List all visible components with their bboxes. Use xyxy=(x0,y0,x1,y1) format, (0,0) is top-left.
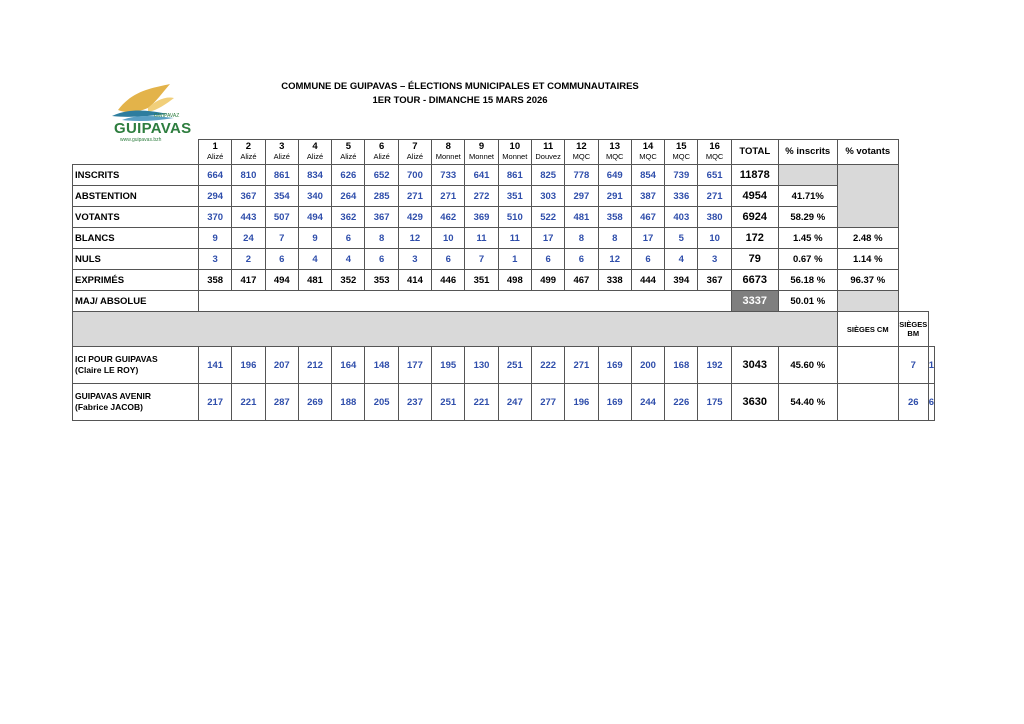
candidate-value: 251 xyxy=(432,384,465,421)
row-total: 11878 xyxy=(731,165,778,186)
station-name: MQC xyxy=(605,152,624,161)
station-name: Alizé xyxy=(340,152,357,161)
row-label: NULS xyxy=(73,249,199,270)
row-total: 4954 xyxy=(731,186,778,207)
row-value: 462 xyxy=(432,207,465,228)
grey-separator xyxy=(73,312,838,347)
row-value: 291 xyxy=(598,186,631,207)
station-name: MQC xyxy=(672,152,691,161)
row-value: 444 xyxy=(631,270,664,291)
pct-inscrits-cell: 58.29 % xyxy=(778,207,837,228)
polling-station-header xyxy=(199,140,232,165)
candidate-value: 237 xyxy=(398,384,431,421)
row-value: 297 xyxy=(565,186,598,207)
seats-cm: 7 xyxy=(898,347,928,384)
pct-votants-header: % votants xyxy=(837,140,898,165)
row-total: 6924 xyxy=(731,207,778,228)
row-value: 17 xyxy=(631,228,664,249)
candidate-value: 247 xyxy=(498,384,531,421)
row-label: INSCRITS xyxy=(73,165,199,186)
station-name: MQC xyxy=(639,152,657,161)
row-value: 338 xyxy=(598,270,631,291)
candidate-value: 217 xyxy=(199,384,232,421)
header-row xyxy=(73,140,935,165)
candidate-total: 3043 xyxy=(731,347,778,384)
maj-absolue-row xyxy=(73,291,935,312)
row-value: 358 xyxy=(598,207,631,228)
row-value: 340 xyxy=(298,186,331,207)
candidate-label xyxy=(73,347,199,384)
station-number: 10 xyxy=(509,141,521,152)
candidate-row xyxy=(73,384,935,421)
row-value: 6 xyxy=(265,249,298,270)
row-value: 351 xyxy=(465,270,498,291)
row-value: 641 xyxy=(465,165,498,186)
row-value: 429 xyxy=(398,207,431,228)
row-value: 649 xyxy=(598,165,631,186)
row-value: 467 xyxy=(631,207,664,228)
list-head: (Fabrice JACOB) xyxy=(75,402,144,412)
row-value: 387 xyxy=(631,186,664,207)
candidate-value: 287 xyxy=(265,384,298,421)
candidate-pct: 54.40 % xyxy=(778,384,837,421)
separator-row xyxy=(73,312,935,347)
seats-cm-header: SIÈGES CM xyxy=(837,312,898,347)
empty-cell xyxy=(898,270,928,291)
seats-cm: 26 xyxy=(898,384,928,421)
polling-station-header xyxy=(298,140,331,165)
polling-station-header xyxy=(398,140,431,165)
row-label: MAJ/ ABSOLUE xyxy=(73,291,199,312)
station-number: 6 xyxy=(378,141,385,152)
candidate-value: 222 xyxy=(531,347,564,384)
station-number: 7 xyxy=(412,141,418,152)
row-value: 3 xyxy=(398,249,431,270)
station-name: Monnet xyxy=(435,152,461,161)
logo-breton-name: GWIPAVAZ xyxy=(154,113,180,119)
table-row xyxy=(73,207,935,228)
candidate-blank xyxy=(837,384,898,421)
row-value: 24 xyxy=(232,228,265,249)
polling-station-header xyxy=(698,140,731,165)
guipavas-logo xyxy=(108,80,192,148)
station-name: MQC xyxy=(572,152,591,161)
row-value: 2 xyxy=(232,249,265,270)
station-name: Alizé xyxy=(273,152,290,161)
row-value: 7 xyxy=(465,249,498,270)
station-number: 8 xyxy=(445,141,451,152)
row-total: 172 xyxy=(731,228,778,249)
row-value: 369 xyxy=(465,207,498,228)
empty-cell xyxy=(898,186,928,207)
row-value: 5 xyxy=(665,228,698,249)
row-value: 11 xyxy=(465,228,498,249)
station-number: 4 xyxy=(312,141,318,152)
row-value: 264 xyxy=(332,186,365,207)
candidate-value: 200 xyxy=(631,347,664,384)
row-value: 271 xyxy=(398,186,431,207)
candidate-value: 196 xyxy=(232,347,265,384)
station-number: 14 xyxy=(642,141,654,152)
polling-station-header xyxy=(565,140,598,165)
empty-cell xyxy=(898,249,928,270)
candidate-value: 205 xyxy=(365,384,398,421)
candidate-value: 196 xyxy=(565,384,598,421)
station-number: 16 xyxy=(709,141,720,152)
row-total: 6673 xyxy=(731,270,778,291)
polling-station-header xyxy=(498,140,531,165)
row-value: 481 xyxy=(298,270,331,291)
row-value: 353 xyxy=(365,270,398,291)
station-number: 2 xyxy=(245,141,252,152)
row-value: 367 xyxy=(365,207,398,228)
row-value: 3 xyxy=(698,249,731,270)
row-label: ABSTENTION xyxy=(73,186,199,207)
total-header: TOTAL xyxy=(731,140,778,165)
row-value: 271 xyxy=(432,186,465,207)
station-name: Alizé xyxy=(207,152,224,161)
table-row xyxy=(73,249,935,270)
row-value: 481 xyxy=(565,207,598,228)
row-value: 8 xyxy=(598,228,631,249)
polling-station-header xyxy=(531,140,564,165)
results-table xyxy=(72,139,935,421)
row-value: 494 xyxy=(298,207,331,228)
row-value: 380 xyxy=(698,207,731,228)
seats-bm: 1 xyxy=(928,347,934,384)
corner-cell xyxy=(73,140,199,165)
pct-votants-cell: 1.14 % xyxy=(837,249,898,270)
row-value: 336 xyxy=(665,186,698,207)
candidate-row xyxy=(73,347,935,384)
row-label: BLANCS xyxy=(73,228,199,249)
row-value: 294 xyxy=(199,186,232,207)
row-value: 651 xyxy=(698,165,731,186)
station-number: 13 xyxy=(609,141,620,152)
blank-span xyxy=(199,291,732,312)
row-value: 10 xyxy=(698,228,731,249)
row-value: 9 xyxy=(298,228,331,249)
station-name: Alizé xyxy=(373,152,390,161)
row-value: 443 xyxy=(232,207,265,228)
row-value: 4 xyxy=(332,249,365,270)
candidate-value: 221 xyxy=(465,384,498,421)
row-label: EXPRIMÉS xyxy=(73,270,199,291)
candidate-value: 175 xyxy=(698,384,731,421)
row-value: 394 xyxy=(665,270,698,291)
candidate-value: 177 xyxy=(398,347,431,384)
row-value: 354 xyxy=(265,186,298,207)
row-value: 370 xyxy=(199,207,232,228)
pct-votants-cell: 2.48 % xyxy=(837,228,898,249)
row-value: 499 xyxy=(531,270,564,291)
row-value: 810 xyxy=(232,165,265,186)
row-value: 700 xyxy=(398,165,431,186)
candidate-value: 188 xyxy=(332,384,365,421)
row-value: 652 xyxy=(365,165,398,186)
station-number: 1 xyxy=(212,141,218,152)
candidate-value: 244 xyxy=(631,384,664,421)
row-value: 362 xyxy=(332,207,365,228)
row-value: 352 xyxy=(332,270,365,291)
row-value: 825 xyxy=(531,165,564,186)
polling-station-header xyxy=(665,140,698,165)
candidate-value: 269 xyxy=(298,384,331,421)
candidate-label xyxy=(73,384,199,421)
row-value: 11 xyxy=(498,228,531,249)
station-name: Monnet xyxy=(469,152,495,161)
row-value: 6 xyxy=(631,249,664,270)
candidate-value: 207 xyxy=(265,347,298,384)
row-value: 8 xyxy=(365,228,398,249)
polling-station-header xyxy=(365,140,398,165)
empty-cell xyxy=(898,291,928,312)
station-number: 3 xyxy=(279,141,285,152)
row-value: 494 xyxy=(265,270,298,291)
candidate-value: 169 xyxy=(598,384,631,421)
row-value: 285 xyxy=(365,186,398,207)
row-value: 522 xyxy=(531,207,564,228)
polling-station-header xyxy=(598,140,631,165)
row-value: 854 xyxy=(631,165,664,186)
candidate-value: 130 xyxy=(465,347,498,384)
row-value: 507 xyxy=(265,207,298,228)
title-line-2: 1ER TOUR - DIMANCHE 15 MARS 2026 xyxy=(372,95,548,106)
candidate-value: 226 xyxy=(665,384,698,421)
table-row xyxy=(73,228,935,249)
station-number: 9 xyxy=(478,141,485,152)
row-value: 9 xyxy=(199,228,232,249)
candidate-value: 168 xyxy=(665,347,698,384)
row-value: 10 xyxy=(432,228,465,249)
logo-brand-text: GUIPAVAS xyxy=(114,120,192,137)
table-row xyxy=(73,165,935,186)
grey-cell xyxy=(837,291,898,312)
station-name: Douvez xyxy=(535,152,561,161)
candidate-value: 141 xyxy=(199,347,232,384)
pct-inscrits-cell: 1.45 % xyxy=(778,228,837,249)
candidate-value: 148 xyxy=(365,347,398,384)
table-row xyxy=(73,186,935,207)
row-value: 446 xyxy=(432,270,465,291)
row-value: 1 xyxy=(498,249,531,270)
polling-station-header xyxy=(631,140,664,165)
pct-inscrits-cell: 0.67 % xyxy=(778,249,837,270)
row-value: 272 xyxy=(465,186,498,207)
candidate-value: 277 xyxy=(531,384,564,421)
row-value: 358 xyxy=(199,270,232,291)
empty-cell xyxy=(898,207,928,228)
row-value: 7 xyxy=(265,228,298,249)
empty-cell xyxy=(898,228,928,249)
candidate-blank xyxy=(837,347,898,384)
station-number: 5 xyxy=(345,141,351,152)
station-name: Monnet xyxy=(502,152,528,161)
row-value: 414 xyxy=(398,270,431,291)
row-value: 664 xyxy=(199,165,232,186)
maj-absolue-total: 3337 xyxy=(731,291,778,312)
row-value: 17 xyxy=(531,228,564,249)
row-value: 417 xyxy=(232,270,265,291)
list-head: (Claire LE ROY) xyxy=(75,365,139,375)
pct-inscrits-header: % inscrits xyxy=(778,140,837,165)
row-value: 4 xyxy=(665,249,698,270)
station-number: 12 xyxy=(576,141,587,152)
row-value: 6 xyxy=(531,249,564,270)
candidate-value: 251 xyxy=(498,347,531,384)
candidate-total: 3630 xyxy=(731,384,778,421)
logo-website: www.guipavas.bzh xyxy=(120,137,162,143)
station-number: 11 xyxy=(543,141,554,152)
polling-station-header xyxy=(432,140,465,165)
row-value: 6 xyxy=(432,249,465,270)
station-name: Alizé xyxy=(406,152,424,161)
row-value: 6 xyxy=(365,249,398,270)
row-value: 6 xyxy=(332,228,365,249)
row-value: 834 xyxy=(298,165,331,186)
row-value: 733 xyxy=(432,165,465,186)
polling-station-header xyxy=(332,140,365,165)
pct-votants-cell xyxy=(837,165,898,228)
seats-bm-header: SIÈGES BM xyxy=(898,312,928,347)
station-name: Alizé xyxy=(240,152,257,161)
row-value: 861 xyxy=(265,165,298,186)
row-value: 6 xyxy=(565,249,598,270)
list-name: ICI POUR GUIPAVAS xyxy=(75,354,158,364)
empty-cell xyxy=(898,165,928,186)
candidate-value: 164 xyxy=(332,347,365,384)
row-value: 351 xyxy=(498,186,531,207)
candidate-value: 212 xyxy=(298,347,331,384)
pct-inscrits-cell xyxy=(778,165,837,186)
pct-votants-cell: 96.37 % xyxy=(837,270,898,291)
row-value: 303 xyxy=(531,186,564,207)
pct-inscrits-cell: 56.18 % xyxy=(778,270,837,291)
title-line-1: COMMUNE DE GUIPAVAS – ÉLECTIONS MUNICIPALES ET COMMUNAUTAIRES xyxy=(281,81,639,92)
row-value: 467 xyxy=(565,270,598,291)
row-value: 8 xyxy=(565,228,598,249)
seats-bm: 6 xyxy=(928,384,934,421)
row-value: 498 xyxy=(498,270,531,291)
candidate-value: 192 xyxy=(698,347,731,384)
station-number: 15 xyxy=(676,141,687,152)
station-name: Alizé xyxy=(306,152,324,161)
polling-station-header xyxy=(232,140,265,165)
row-value: 626 xyxy=(332,165,365,186)
row-value: 403 xyxy=(665,207,698,228)
row-value: 3 xyxy=(199,249,232,270)
station-name: MQC xyxy=(705,152,724,161)
row-value: 739 xyxy=(665,165,698,186)
row-label: VOTANTS xyxy=(73,207,199,228)
row-value: 367 xyxy=(698,270,731,291)
candidate-value: 169 xyxy=(598,347,631,384)
table-row xyxy=(73,270,935,291)
empty-cell xyxy=(898,140,928,165)
row-value: 367 xyxy=(232,186,265,207)
row-value: 12 xyxy=(398,228,431,249)
row-value: 12 xyxy=(598,249,631,270)
row-total: 79 xyxy=(731,249,778,270)
row-value: 861 xyxy=(498,165,531,186)
document-title xyxy=(230,80,690,108)
maj-absolue-pct: 50.01 % xyxy=(778,291,837,312)
row-value: 4 xyxy=(298,249,331,270)
candidate-value: 195 xyxy=(432,347,465,384)
row-value: 778 xyxy=(565,165,598,186)
polling-station-header xyxy=(265,140,298,165)
row-value: 510 xyxy=(498,207,531,228)
row-value: 271 xyxy=(698,186,731,207)
pct-inscrits-cell: 41.71% xyxy=(778,186,837,207)
candidate-value: 271 xyxy=(565,347,598,384)
polling-station-header xyxy=(465,140,498,165)
list-name: GUIPAVAS AVENIR xyxy=(75,391,152,401)
candidate-pct: 45.60 % xyxy=(778,347,837,384)
candidate-value: 221 xyxy=(232,384,265,421)
